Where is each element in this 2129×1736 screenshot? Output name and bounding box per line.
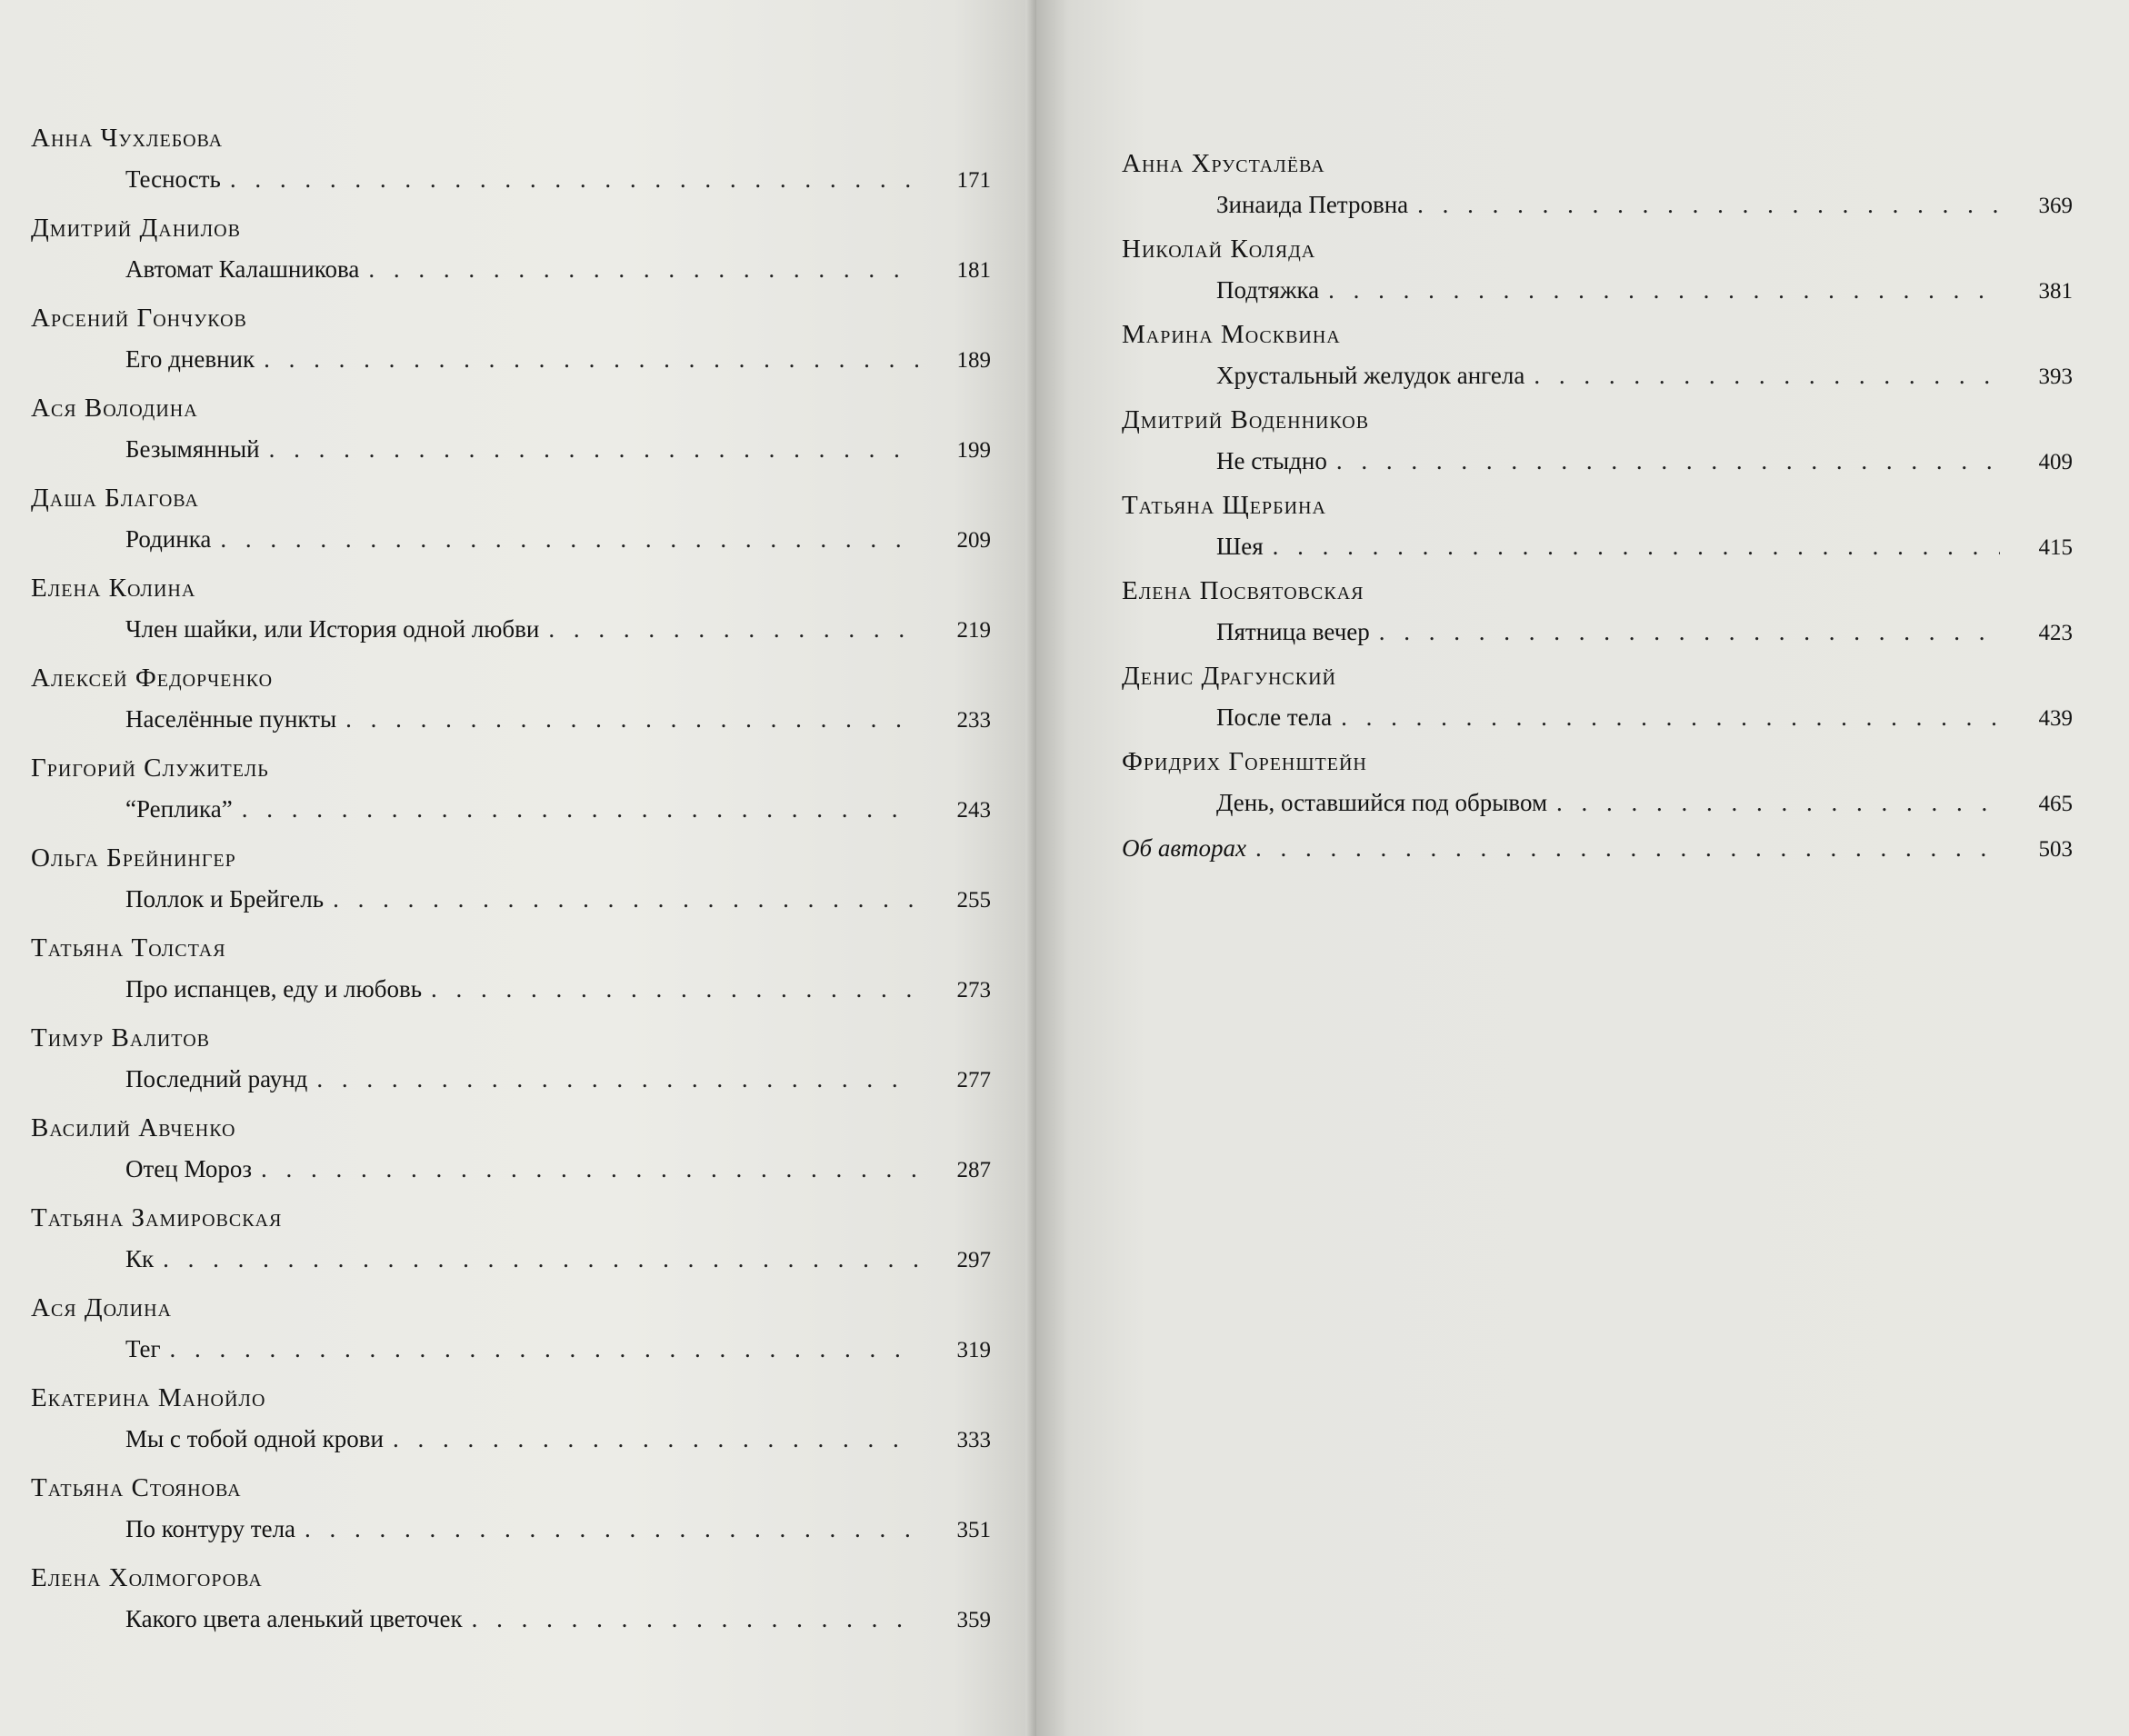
toc-page-number: 439 <box>2038 706 2073 731</box>
dot-leader <box>345 703 918 734</box>
dot-leader <box>1534 360 2000 391</box>
toc-page-number: 297 <box>956 1248 991 1272</box>
toc-entry <box>31 703 991 734</box>
toc-author: Григорий Служитель <box>31 753 269 783</box>
toc-page-number: 351 <box>956 1518 991 1542</box>
toc-page-number: 287 <box>956 1158 991 1182</box>
dot-leader <box>261 1153 918 1184</box>
toc-about-authors <box>1122 833 2073 863</box>
toc-entry-title: Шея <box>1216 533 1264 560</box>
toc-page-number: 369 <box>2038 194 2073 218</box>
toc-entry <box>1122 445 2073 476</box>
toc-author: Денис Драгунский <box>1122 662 1336 691</box>
toc-author: Татьяна Щербина <box>1122 491 1326 520</box>
toc-author: Василий Авченко <box>31 1113 236 1142</box>
dot-leader <box>472 1603 918 1634</box>
dot-leader <box>269 434 918 464</box>
toc-page-number: 359 <box>956 1608 991 1632</box>
toc-entry-title: Поллок и Брейгель <box>125 885 325 913</box>
toc-entry-title: По контуру тела <box>125 1515 296 1542</box>
toc-entry-title: Населённые пункты <box>125 705 337 733</box>
dot-leader <box>242 793 918 824</box>
toc-entry <box>31 1423 991 1454</box>
toc-page-number: 465 <box>2038 792 2073 816</box>
toc-author: Ольга Брейнингер <box>31 843 236 873</box>
toc-author: Татьяна Замировская <box>31 1203 283 1232</box>
dot-leader <box>368 254 918 284</box>
toc-entry <box>31 1333 991 1364</box>
toc-entry-title: День, оставшийся под обрывом <box>1216 789 1548 816</box>
dot-leader <box>264 344 918 374</box>
toc-entry <box>1122 531 2073 562</box>
toc-entry-title: Не стыдно <box>1216 447 1327 474</box>
toc-entry <box>31 973 991 1004</box>
toc-author: Анна Хрусталёва <box>1122 149 1325 178</box>
toc-entry-title: Какого цвета аленький цветочек <box>125 1605 463 1632</box>
toc-author: Екатерина Манойло <box>31 1383 266 1412</box>
dot-leader <box>1417 189 2000 220</box>
toc-page-number: 255 <box>956 888 991 913</box>
toc-entry <box>31 1513 991 1544</box>
toc-page-number: 423 <box>2038 621 2073 645</box>
toc-author: Елена Холмогорова <box>31 1563 263 1592</box>
toc-author: Алексей Федорченко <box>31 663 274 693</box>
toc-entry-title: Тег <box>125 1335 161 1362</box>
toc-author: Татьяна Стоянова <box>31 1473 242 1502</box>
dot-leader <box>548 614 918 644</box>
toc-entry <box>1122 360 2073 391</box>
toc-entry <box>31 524 991 554</box>
toc-entry <box>1122 189 2073 220</box>
toc-entry-title: Последний раунд <box>125 1065 308 1092</box>
toc-entry <box>31 434 991 464</box>
right-page <box>1036 0 2129 1736</box>
toc-page-number: 333 <box>956 1428 991 1452</box>
toc-entry-title: Про испанцев, еду и любовь <box>125 975 423 1003</box>
toc-page-number: 233 <box>956 708 991 733</box>
toc-page-number: 189 <box>956 348 991 373</box>
toc-entry-title: Кк <box>125 1245 155 1272</box>
dot-leader <box>1255 833 2000 863</box>
toc-author: Ася Долина <box>31 1293 172 1322</box>
toc-entry-title: Отец Мороз <box>125 1155 252 1182</box>
toc-entry-title: Член шайки, или История одной любви <box>125 615 540 643</box>
dot-leader <box>1379 616 2000 647</box>
toc-entry <box>31 1603 991 1634</box>
toc-page-number: 415 <box>2038 535 2073 560</box>
dot-leader <box>305 1513 918 1544</box>
toc-page-number: 243 <box>956 798 991 823</box>
toc-author: Ася Володина <box>31 394 198 423</box>
toc-entry-title: Тесность <box>125 165 221 193</box>
toc-entry-title: Пятница вечер <box>1216 618 1370 645</box>
dot-leader <box>230 164 918 195</box>
toc-author: Фридрих Горенштейн <box>1122 747 1367 776</box>
dot-leader <box>170 1333 918 1364</box>
toc-entry-title: Родинка <box>125 525 212 553</box>
dot-leader <box>431 973 918 1004</box>
dot-leader <box>316 1063 918 1094</box>
toc-entry-title: Мы с тобой одной крови <box>125 1425 384 1452</box>
toc-page-number: 319 <box>956 1338 991 1362</box>
toc-author: Елена Посвятовская <box>1122 576 1364 605</box>
dot-leader <box>163 1243 918 1274</box>
dot-leader <box>1341 702 2000 733</box>
toc-entry <box>31 1243 991 1274</box>
toc-author: Даша Благова <box>31 484 199 513</box>
toc-entry <box>1122 787 2073 818</box>
toc-page-number: 393 <box>2038 364 2073 389</box>
toc-page-number: 199 <box>956 438 991 463</box>
dot-leader <box>1336 445 2000 476</box>
left-toc <box>31 124 991 1653</box>
toc-author: Тимур Валитов <box>31 1023 211 1053</box>
dot-leader <box>1328 274 2000 305</box>
toc-entry-title: Зинаида Петровна <box>1216 191 1409 218</box>
toc-entry <box>31 1063 991 1094</box>
toc-entry <box>31 614 991 644</box>
toc-entry-title: Хрустальный желудок ангела <box>1216 362 1525 389</box>
dot-leader <box>393 1423 918 1454</box>
toc-entry-title: “Реплика” <box>125 795 233 823</box>
toc-about-page-number: 503 <box>2038 837 2073 862</box>
toc-entry <box>31 793 991 824</box>
toc-page-number: 277 <box>956 1068 991 1092</box>
toc-author: Арсений Гончуков <box>31 304 247 333</box>
toc-entry-title: Его дневник <box>125 345 255 373</box>
left-page <box>0 0 1036 1736</box>
dot-leader <box>1273 531 2000 562</box>
dot-leader <box>333 883 918 914</box>
toc-entry <box>31 344 991 374</box>
toc-page-number: 381 <box>2038 279 2073 304</box>
dot-leader <box>220 524 918 554</box>
dot-leader <box>1556 787 2000 818</box>
toc-author: Марина Москвина <box>1122 320 1341 349</box>
toc-entry-title: Подтяжка <box>1216 276 1320 304</box>
toc-entry <box>1122 616 2073 647</box>
toc-entry-title: Безымянный <box>125 435 260 463</box>
toc-about-title: Об авторах <box>1122 834 1247 862</box>
toc-page-number: 409 <box>2038 450 2073 474</box>
toc-entry <box>31 1153 991 1184</box>
toc-page-number: 181 <box>956 258 991 283</box>
toc-entry <box>31 254 991 284</box>
toc-page-number: 219 <box>956 618 991 643</box>
toc-page-number: 171 <box>956 168 991 193</box>
toc-author: Николай Коляда <box>1122 234 1316 264</box>
toc-author: Татьяна Толстая <box>31 933 226 963</box>
toc-entry <box>31 164 991 195</box>
right-toc <box>1122 149 2073 878</box>
toc-entry <box>1122 702 2073 733</box>
toc-page-number: 209 <box>956 528 991 553</box>
toc-entry-title: После тела <box>1216 703 1333 731</box>
toc-author: Елена Колина <box>31 574 196 603</box>
toc-author: Дмитрий Данилов <box>31 214 241 243</box>
toc-entry <box>1122 274 2073 305</box>
toc-author: Дмитрий Воденников <box>1122 405 1370 434</box>
toc-entry-title: Автомат Калашникова <box>125 255 360 283</box>
toc-page-number: 273 <box>956 978 991 1003</box>
toc-author: Анна Чухлебова <box>31 124 224 153</box>
toc-entry <box>31 883 991 914</box>
